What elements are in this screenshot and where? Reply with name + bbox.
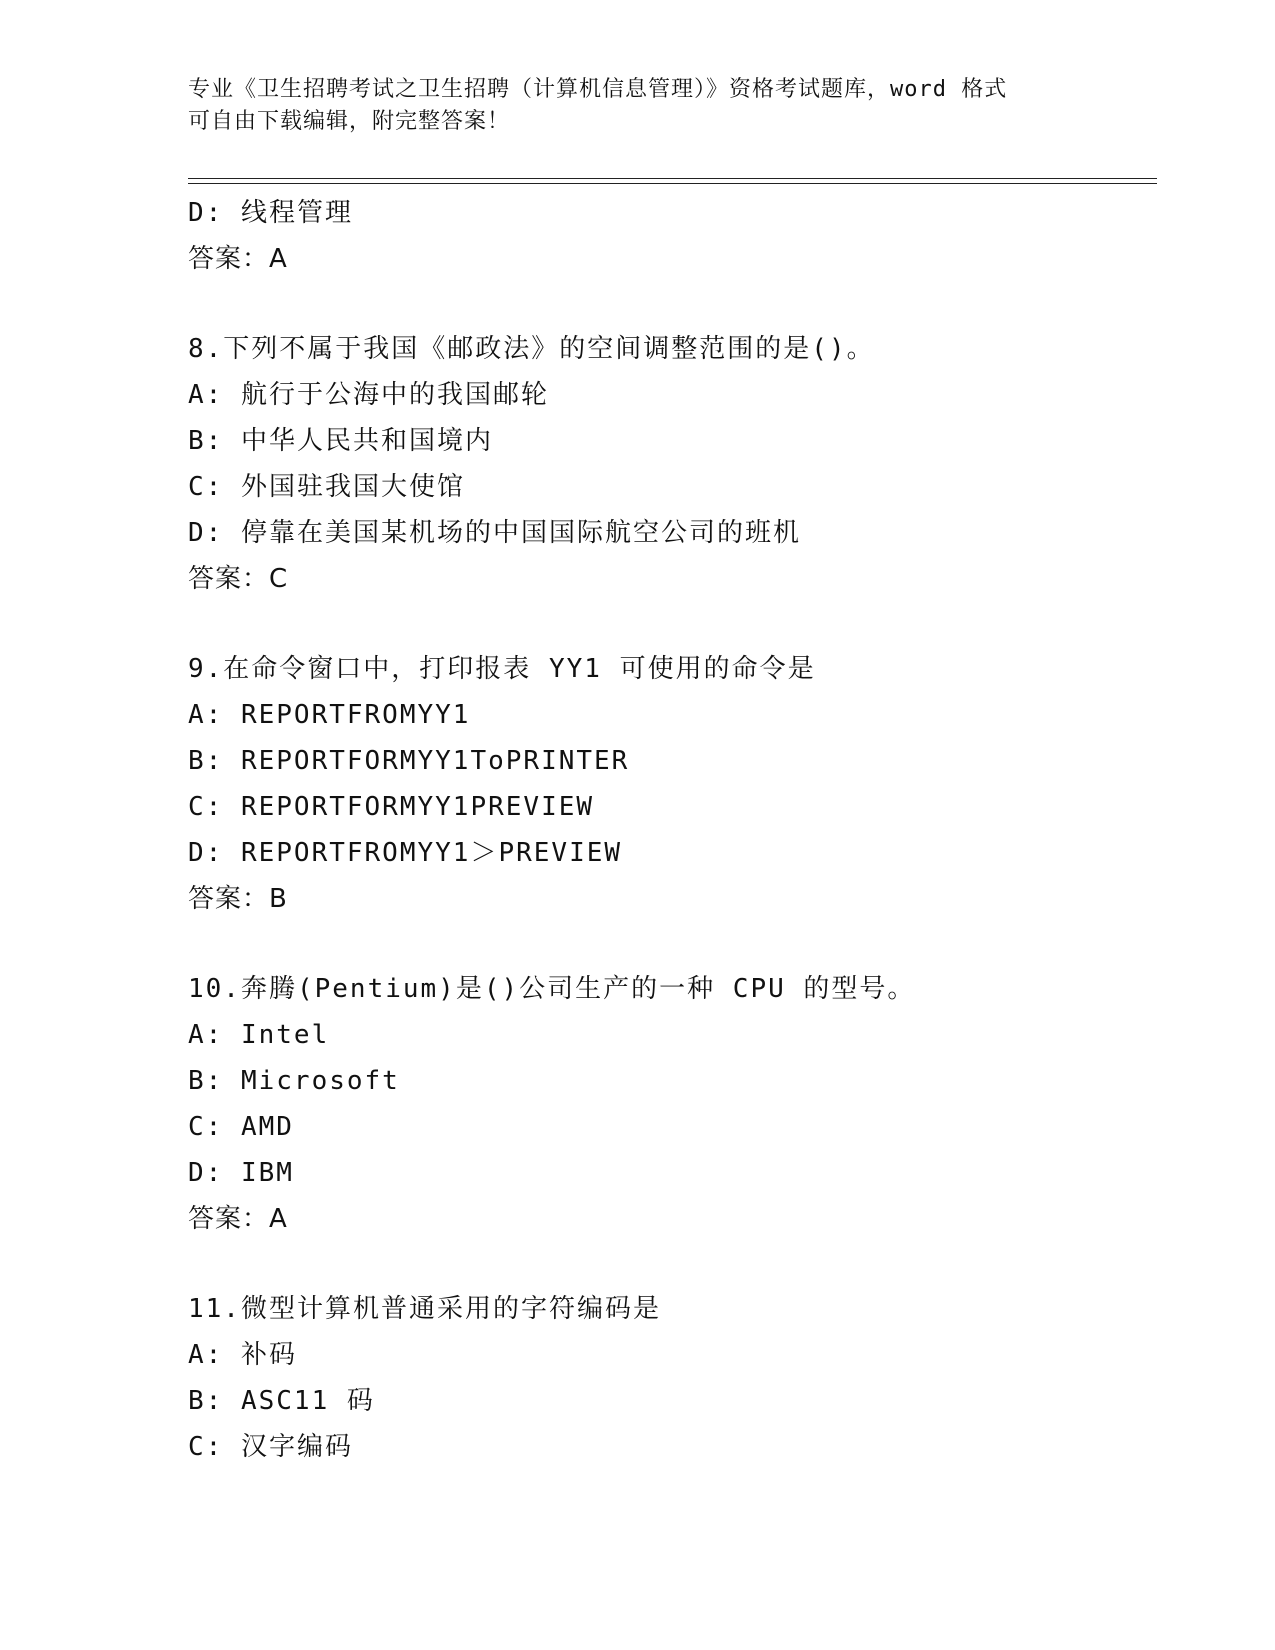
option-b: B: Microsoft [188,1066,400,1096]
question-content [188,190,1148,1470]
question-stem-8: 8.下列不属于我国《邮政法》的空间调整范围的是()。 [188,334,875,364]
spacer [188,1242,1148,1286]
option-a: A: 补码 [188,1340,297,1370]
header-line-2: 可自由下载编辑，附完整答案！ [188,109,511,134]
option-a: A: Intel [188,1020,330,1050]
header-divider-bottom [188,183,1157,184]
header-line-1: 专业《卫生招聘考试之卫生招聘（计算机信息管理）》资格考试题库，word 格式 [188,77,1008,102]
question-stem-9: 9.在命令窗口中，打印报表 YY1 可使用的命令是 [188,654,816,684]
spacer [188,282,1148,326]
header-divider-top [188,178,1157,179]
spacer [188,602,1148,646]
option-c: C: AMD [188,1112,294,1142]
spacer [188,922,1148,966]
answer-line: 答案：B [188,884,288,914]
option-c: C: 外国驻我国大使馆 [188,472,465,502]
question-stem-11: 11.微型计算机普通采用的字符编码是 [188,1294,661,1324]
answer-line: 答案：A [188,244,288,274]
document-header [188,74,1088,138]
question-stem-10: 10.奔腾(Pentium)是()公司生产的一种 CPU 的型号。 [188,974,916,1004]
answer-line: 答案：A [188,1204,288,1234]
option-d: D: 线程管理 [188,198,353,228]
option-d: D: IBM [188,1158,294,1188]
option-c: C: 汉字编码 [188,1432,353,1462]
option-d: D: 停靠在美国某机场的中国国际航空公司的班机 [188,518,801,548]
option-b: B: 中华人民共和国境内 [188,426,493,456]
option-b: B: REPORTFORMYY1ToPRINTER [188,746,630,776]
option-d: D: REPORTFROMYY1＞PREVIEW [188,838,623,868]
option-a: A: 航行于公海中的我国邮轮 [188,380,549,410]
option-a: A: REPORTFROMYY1 [188,700,471,730]
answer-line: 答案：C [188,564,289,594]
option-b: B: ASC11 码 [188,1386,375,1416]
option-c: C: REPORTFORMYY1PREVIEW [188,792,595,822]
